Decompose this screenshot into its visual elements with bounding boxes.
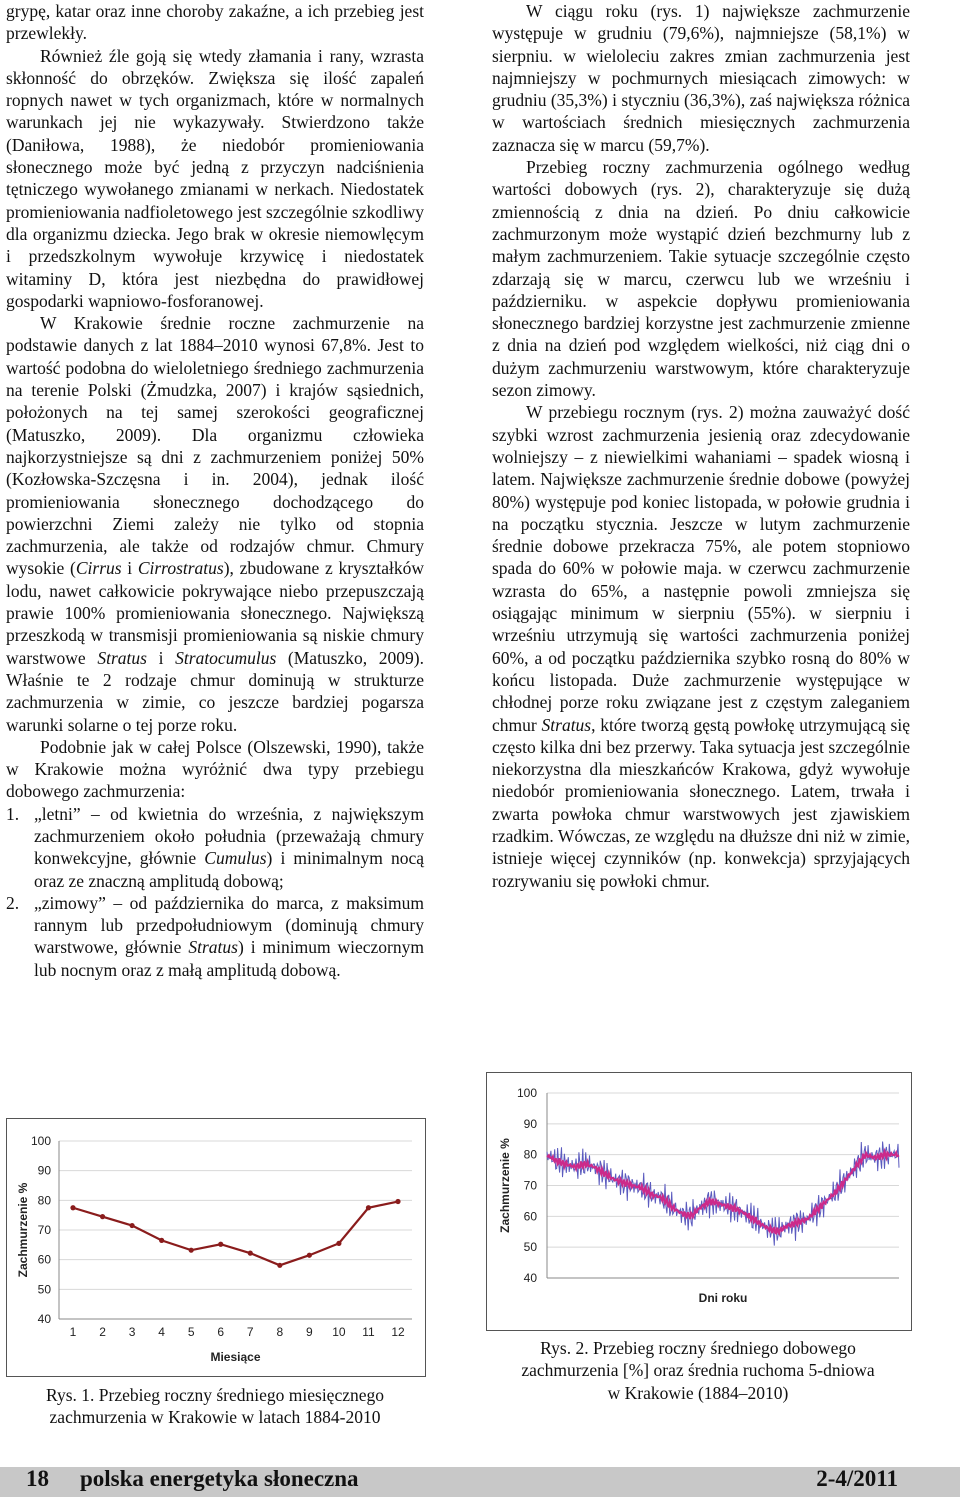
y-tick-label: 40: [37, 1312, 51, 1326]
x-tick-label: 12: [391, 1325, 405, 1339]
data-point: [100, 1214, 105, 1219]
y-tick-label: 50: [523, 1240, 537, 1255]
x-tick-label: 11: [362, 1325, 375, 1339]
x-tick-label: 3: [128, 1325, 136, 1339]
data-point: [366, 1205, 371, 1210]
figure1-caption: [6, 1384, 424, 1429]
x-tick-label: 5: [187, 1325, 195, 1339]
daily-mean-line: [547, 1142, 899, 1246]
x-tick-label: 8: [276, 1325, 284, 1339]
monthly-mean-line: [73, 1202, 398, 1266]
data-point: [218, 1242, 223, 1247]
paragraph: Również źle goją się wtedy złamania i rany, wzrasta skłonność do obrzęków. Zwiększa się ilość zapaleń ropnych nawet w tych organizmach, które w normalnych warunkach jej nie wykazywały. Stwierdzono także (Daniłowa, 1988), że niedobór promieniowania słonecznego może być jedną z przyczyn nadciśnienia tętniczego wywołanego zmianami w nerkach. Niedostatek promieniowania nadfioletowego jest szczególnie szkodliwy dla organizmu dziecka. Jego brak w okresie niemowlęcym i przedszkolnym wywołuje krzywicę i niedostatek witaminy D, która jest niezbędna do prawidłowej gospodarki wapniowo-fosforanowej.: [6, 45, 424, 311]
paragraph: W Krakowie średnie roczne zachmurzenie na podstawie danych z lat 1884–2010 wynosi 67,8%. Jest to wartość podobna do wieloletniego średniego zachmurzenia na terenie Polski (Żmudzka, 2007) i krajów sąsiednich, położonych na tej samej szerokości geograficznej (Matuszko, 2009). Dla organizmu człowieka najkorzystniejsze są dni z zachmurzeniem poniżej 50% (Kozłowska-Szczęsna i in. 2004), jednak ilość promieniowania słonecznego dochodzącego do powierzchni Ziemi zależy nie tylko od stopnia zachmurzenia, ale także od rodzajów chmur. Chmury wysokie (Cirrus i Cirrostratus), zbudowane z kryształków lodu, nawet całkowicie pokrywające niebo przepuszczają prawie 100% promieniowania słonecznego. Największą przeszkodą w transmisji promieniowania są niskie chmury warstwowe Stratus i Stratocumulus (Matuszko, 2009). Właśnie te 2 rodzaje chmur dominują w strukturze zachmurzenia w zimie, co jeszcze bardziej pogarsza warunki solarne o tej porze roku.: [6, 313, 424, 735]
x-tick-label: 7: [246, 1325, 254, 1339]
y-tick-label: 80: [523, 1147, 537, 1162]
y-tick-label: 40: [523, 1271, 537, 1285]
paragraph: Przebieg roczny zachmurzenia ogólnego według wartości dobowych (rys. 2), charakteryzuje się dużą zmiennością z dnia na dzień. Po dniu całkowicie zachmurzonym może wystąpić dzień bezchmurny lub z małym zachmurzeniem. Takie sytuacje szczególnie często zdarzają się w marcu, czerwcu lub we wrześniu i październiku. w aspekcie dopływu promieniowania słonecznego bardziej korzystne jest zachmurzenie zmienne z dnia na dzień pod względem wielkości, niż ciąg dni o dużym zachmurzeniu warstwowym, które charakteryzuje sezon zimowy.: [492, 157, 910, 401]
left-column: [6, 0, 424, 981]
y-axis-label: Zachmurzenie %: [16, 1182, 30, 1278]
paragraph: W ciągu roku (rys. 1) największe zachmurzenie występuje w grudniu (79,6%), najmniejsze (58,1%) w sierpniu. w wieloleciu zakres zmian zachmurzenia jest najmniejszy w pochmurnych miesiącach zimowych: w grudniu (35,3%) i styczniu (36,3%), zaś największa różnica w wartościach średnich miesięcznych zachmurzenia zaznacza się w marcu (59,7%).: [492, 1, 910, 155]
right-column: [492, 0, 910, 892]
chart1-svg: [7, 1119, 425, 1376]
data-point: [70, 1205, 75, 1210]
list-item: 1. „letni” – od kwietnia do września, z największym zachmurzeniem około południa (przeważają chmury konwekcyjne, głównie Cumulus) i minimalnym nocą oraz ze znaczną amplitudą dobową;: [6, 803, 424, 891]
caption-line: Rys. 2. Przebieg roczny średniego dobowego: [540, 1338, 856, 1358]
data-point: [129, 1223, 134, 1228]
x-tick-label: 6: [217, 1325, 225, 1339]
data-point: [159, 1238, 164, 1243]
data-point: [395, 1199, 400, 1204]
page-number: 18: [26, 1466, 49, 1491]
journal-title: polska energetyka słoneczna: [80, 1466, 359, 1491]
y-tick-label: 80: [37, 1193, 51, 1208]
page-footer: [0, 1467, 960, 1497]
data-point: [336, 1241, 341, 1246]
y-tick-label: 60: [37, 1252, 51, 1267]
caption-line: zachmurzenia w Krakowie w latach 1884-2010: [49, 1407, 381, 1428]
chart2-svg: [487, 1073, 911, 1330]
x-tick-label: 2: [99, 1325, 106, 1339]
data-point: [248, 1251, 253, 1256]
x-tick-label: 9: [306, 1325, 313, 1339]
y-tick-label: 70: [37, 1223, 51, 1237]
paragraph: grypę, katar oraz inne choroby zakaźne, a ich przebieg jest przewlekły.: [6, 1, 424, 44]
cloud-regime-list: [6, 803, 424, 981]
x-axis-label: Dni roku: [698, 1291, 748, 1305]
y-tick-label: 70: [523, 1178, 537, 1193]
y-tick-label: 100: [30, 1134, 51, 1148]
y-tick-label: 50: [37, 1282, 51, 1297]
paragraph: Podobnie jak w całej Polsce (Olszewski, 1990), także w Krakowie można wyróżnić dwa typy przebiegu dobowego zachmurzenia:: [6, 736, 424, 802]
x-tick-label: 4: [158, 1325, 165, 1339]
daily-cloudiness-chart: [486, 1072, 912, 1331]
monthly-cloudiness-chart: [6, 1118, 426, 1377]
data-point: [307, 1253, 312, 1258]
y-axis-label: Zachmurzenie %: [498, 1138, 512, 1233]
list-item: 2. „zimowy” – od października do marca, z maksimum rannym lub przedpołudniowym (dominują chmury warstwowe, głównie Stratus) i minimum wieczornym lub nocnym oraz z małą amplitudą dobową.: [6, 892, 424, 980]
x-axis-label: Miesiące: [210, 1350, 261, 1364]
x-tick-label: 10: [332, 1325, 346, 1339]
caption-line: zachmurzenia [%] oraz średnia ruchoma 5-dniowa: [521, 1360, 875, 1381]
x-tick-label: 1: [69, 1325, 77, 1339]
caption-line: Rys. 1. Przebieg roczny średniego miesięcznego: [45, 1385, 384, 1405]
figure2-caption: [486, 1337, 910, 1404]
y-tick-label: 100: [516, 1086, 537, 1100]
paragraph: W przebiegu rocznym (rys. 2) można zauważyć dość szybki wzrost zachmurzenia jesienią oraz zdecydowanie wolniejszy – z niewielkimi wahaniami – spadek wiosną i latem. Największe zachmurzenie średnie dobowe (powyżej 80%) występuje pod koniec listopada, w połowie grudnia i na początku stycznia. Jeszcze w lutym zachmurzenie średnie dobowe przekracza 75%, ale potem stopniowo spada do 60% w połowie maja. w czerwcu zachmurzenie wzrasta do 65%, a następnie powoli zmniejsza się osiągając minimum w sierpniu (55%). w sierpniu i wrześniu utrzymują się wartości zachmurzenia poniżej 60%, a od początku października szybko rosną do 80% w końcu listopada. Duże zachmurzenie występujące w chłodnej porze roku związane jest z częstym zaleganiem chmur Stratus, które tworzą gęstą powłokę utrzymującą się często kilka dni bez przerwy. Taka sytuacja jest szczególnie niekorzystna dla mieszkańców Krakowa, gdyż wywołuje niedobór promieniowania słonecznego. Latem, trwała i zwarta powłoka chmur warstwowych jest zjawiskiem rzadkim. Wówczas, ze względu na dłuższe dni niż w zimie, istnieje więcej czynników (np. konwekcja) sprzyjających rozrywaniu się powłoki chmur.: [492, 402, 910, 891]
data-point: [277, 1263, 282, 1268]
data-point: [189, 1248, 194, 1253]
y-tick-label: 60: [523, 1209, 537, 1224]
caption-line: w Krakowie (1884–2010): [607, 1382, 789, 1403]
y-tick-label: 90: [523, 1116, 537, 1131]
y-tick-label: 90: [37, 1163, 51, 1178]
journal-issue: 2-4/2011: [816, 1466, 898, 1491]
